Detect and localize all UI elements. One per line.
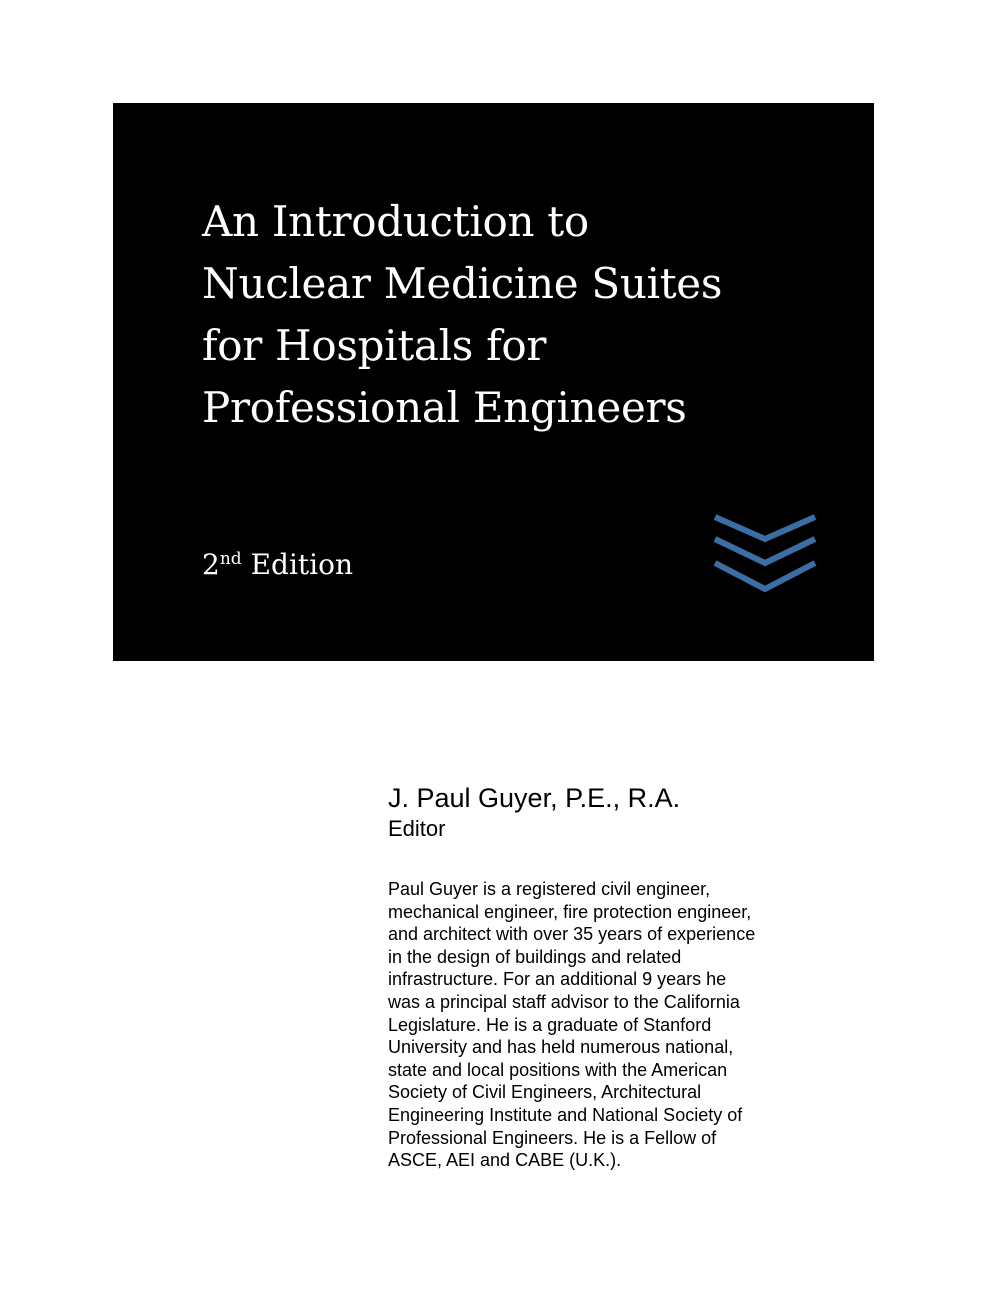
chevron-top [715, 517, 815, 539]
bio-line: Engineering Institute and National Society of [388, 1104, 743, 1125]
bio-line: University and has held numerous national, [388, 1037, 734, 1058]
triple-chevron-down-icon [713, 511, 817, 595]
edition-word: Edition [250, 548, 353, 581]
edition-number: 2 [202, 548, 220, 581]
title-line: An Introduction to [202, 197, 589, 246]
edition-suffix: nd [219, 549, 242, 569]
book-title [202, 191, 842, 439]
author-name: J. Paul Guyer, P.E., R.A. [388, 783, 681, 813]
bio-line: and architect with over 35 years of experience [388, 924, 756, 945]
bio-line: infrastructure. For an additional 9 years he [388, 969, 727, 990]
author-role: Editor [388, 816, 446, 841]
author-block [388, 782, 808, 1172]
bio-line: in the design of buildings and related [388, 946, 682, 967]
title-line: for Hospitals for [202, 321, 547, 370]
bio-line: Paul Guyer is a registered civil engineer, [388, 879, 711, 899]
chevron-bottom [715, 563, 815, 589]
cover-panel [113, 103, 874, 661]
bio-line: ASCE, AEI and CABE (U.K.). [388, 1150, 622, 1171]
bio-line: mechanical engineer, fire protection engineer, [388, 901, 752, 922]
edition-label [202, 547, 353, 583]
title-line: Nuclear Medicine Suites [202, 259, 723, 308]
bio-line: was a principal staff advisor to the California [388, 991, 740, 1012]
author-bio [388, 878, 808, 1172]
bio-line: Society of Civil Engineers, Architectural [388, 1082, 702, 1103]
chevron-middle [715, 539, 815, 563]
bio-line: Professional Engineers. He is a Fellow of [388, 1127, 717, 1148]
bio-line: state and local positions with the American [388, 1059, 728, 1080]
title-line: Professional Engineers [202, 383, 687, 432]
bio-line: Legislature. He is a graduate of Stanford [388, 1014, 712, 1035]
